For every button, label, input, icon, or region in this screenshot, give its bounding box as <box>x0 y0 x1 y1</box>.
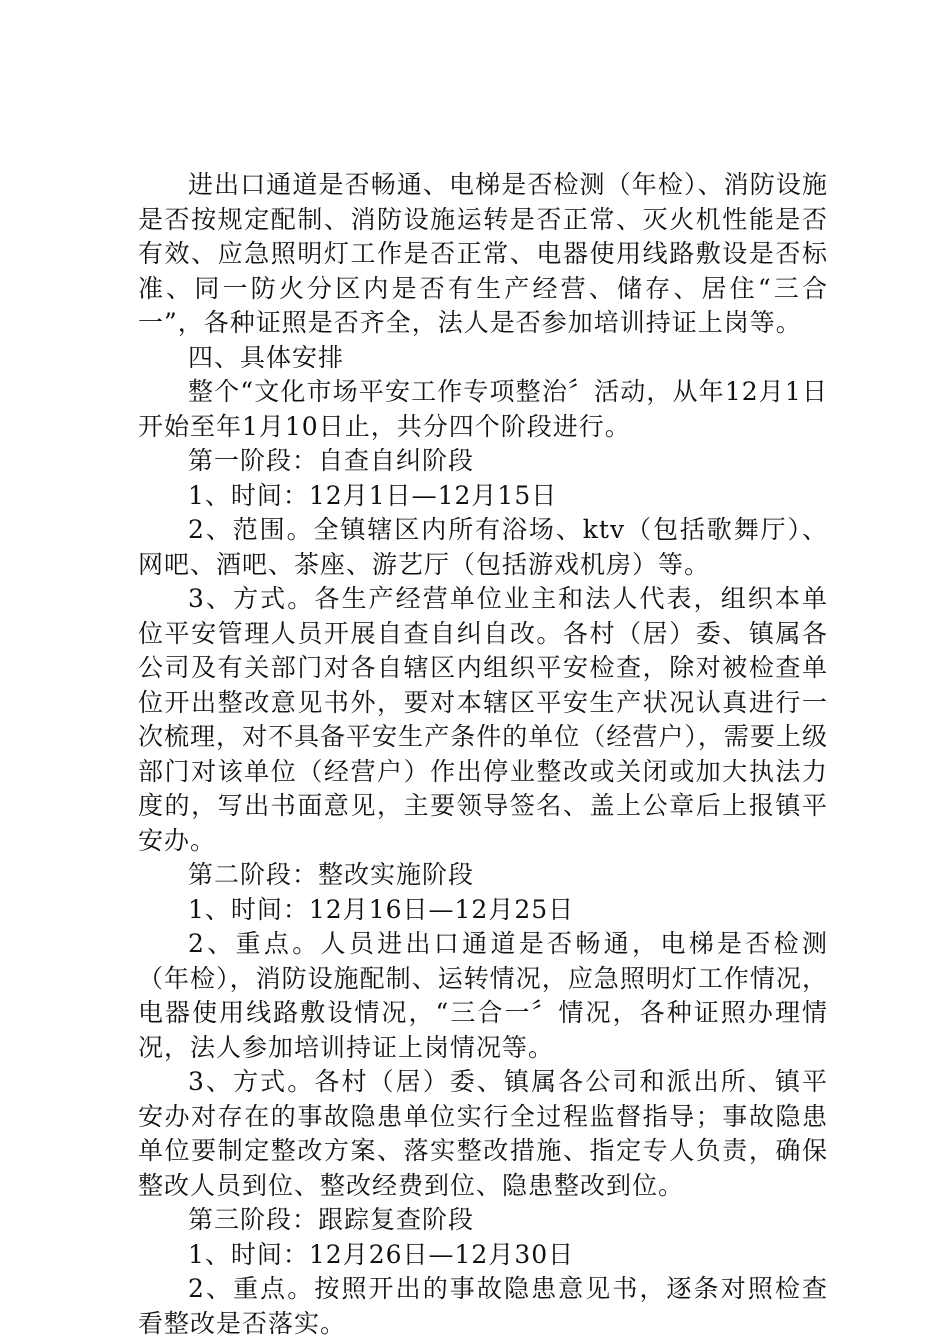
stage-2-method: 3、方式。各村（居）委、镇属各公司和派出所、镇平安办对存在的事故隐患单位实行全过程监督指导；事故隐患单位要制定整改方案、落实整改措施、指定专人负责，确保整改人员到位、整改经费到位、隐患整改到位。 <box>138 1067 828 1200</box>
document-body <box>138 168 828 1341</box>
stage-2-focus: 2、重点。人员进出口通道是否畅通，电梯是否检测（年检），消防设施配制、运转情况，应急照明灯工作情况，电器使用线路敷设情况，“三合一〞情况，各种证照办理情况，法人参加培训持证上岗情况等。 <box>138 929 828 1062</box>
stage-heading-3: 第三阶段：跟踪复查阶段 <box>188 1205 475 1234</box>
stage-3-time: 1、时间：12月26日—12月30日 <box>188 1239 575 1269</box>
stage-3-focus: 2、重点。按照开出的事故隐患意见书，逐条对照检查看整改是否落实。 <box>138 1274 828 1338</box>
stage-heading-2: 第二阶段：整改实施阶段 <box>188 860 475 889</box>
stage-1-scope: 2、范围。全镇辖区内所有浴场、ktv（包括歌舞厅）、网吧、酒吧、茶座、游艺厅（包括游戏机房）等。 <box>138 515 828 579</box>
stage-1-time: 1、时间：12月1日—12月15日 <box>188 480 558 510</box>
stage-2-time: 1、时间：12月16日—12月25日 <box>188 894 575 924</box>
paragraph-activity-overview: 整个“文化市场平安工作专项整治〞活动，从年12月1日开始至年1月10日止，共分四个阶段进行。 <box>138 377 828 441</box>
stage-1-method: 3、方式。各生产经营单位业主和法人代表，组织本单位平安管理人员开展自查自纠自改。各村（居）委、镇属各公司及有关部门对各自辖区内组织平安检查，除对被检查单位开出整改意见书外，要对本辖区平安生产状况认真进行一次梳理，对不具备平安生产条件的单位（经营户），需要上级部门对该单位（经营户）作出停业整改或关闭或加大执法力度的，写出书面意见，主要领导签名、盖上公章后上报镇平安办。 <box>138 584 828 855</box>
paragraph-inspection-items: 进出口通道是否畅通、电梯是否检测（年检）、消防设施是否按规定配制、消防设施运转是否正常、灭火机性能是否有效、应急照明灯工作是否正常、电器使用线路敷设是否标准、同一防火分区内是否有生产经营、储存、居住“三合一”，各种证照是否齐全，法人是否参加培训持证上岗等。 <box>138 170 828 337</box>
stage-heading-1: 第一阶段：自查自纠阶段 <box>188 446 475 475</box>
section-heading-arrangement: 四、具体安排 <box>188 342 345 372</box>
